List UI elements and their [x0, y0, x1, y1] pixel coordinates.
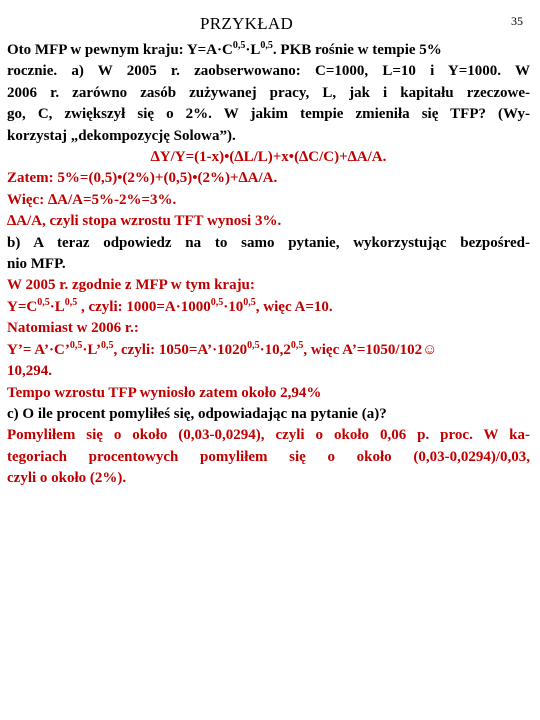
equation-text: , czyli: 1000=A·1000: [77, 298, 211, 315]
question-line-4: go, C, zwiększył się o 2%. W jakim tempie zmieniła się TFP? (Wy-: [7, 106, 530, 123]
question-text: ·L: [245, 42, 261, 58]
question-text: . PKB rośnie w tempie 5%: [272, 42, 442, 58]
equation-text: ·L: [49, 298, 65, 315]
equation-text: , czyli: 1050=A’·1020: [113, 341, 248, 358]
part-b-question-line-2: nio MFP.: [7, 256, 66, 273]
question-line-1: [7, 40, 530, 61]
answer-b-equation-2006: [7, 340, 530, 361]
exponent: 0,5: [64, 296, 78, 308]
question-text: Oto MFP w pewnym kraju: Y=A·C: [7, 42, 233, 58]
part-c-answer-line-3: czyli o około (2%).: [7, 470, 127, 487]
equation-text: Y’= A’·C’: [7, 341, 70, 358]
equation-text: ·10: [223, 298, 244, 315]
exponent: 0,5: [100, 339, 114, 351]
answer-b-natomiast: Natomiast w 2006 r.:: [7, 320, 139, 337]
answer-b-tempo: Tempo wzrostu TFP wyniosło zatem około 2,94%: [7, 384, 322, 401]
slide-content: [7, 40, 530, 490]
equation-text: Y=C: [7, 298, 38, 315]
answer-b-equation-2005: [7, 297, 530, 318]
equation-text: , więc A’=1050/102: [303, 341, 423, 358]
question-line-2: rocznie. a) W 2005 r. zaobserwowano: C=1000, L=10 i Y=1000. W: [7, 63, 530, 80]
exponent: 0,5: [247, 339, 260, 351]
exponent: 0,5: [37, 296, 50, 308]
question-line-5: korzystaj „dekompozycję Solowa”).: [7, 127, 236, 144]
equation-text: , więc A=10.: [255, 298, 333, 315]
exponent: 0,5: [232, 40, 246, 51]
answer-b-result: 10,294.: [7, 363, 52, 380]
equation-text: ·L’: [82, 341, 101, 358]
answer-zatem: Zatem: 5%=(0,5)•(2%)+(0,5)•(2%)+∆A/A.: [7, 170, 278, 187]
exponent: 0,5: [243, 296, 256, 308]
exponent: 0,5: [290, 339, 304, 351]
page-title: PRZYKŁAD: [200, 14, 294, 33]
exponent: 0,5: [210, 296, 224, 308]
answer-a-conclusion: ∆A/A, czyli stopa wzrostu TFT wynosi 3%.: [7, 213, 282, 230]
part-c-question: c) O ile procent pomyliłeś się, odpowiadając na pytanie (a)?: [7, 405, 387, 422]
part-b-question-line-1: b) A teraz odpowiedz na to samo pytanie, wykorzystując bezpośred-: [7, 234, 530, 251]
equation-text: ·10,2: [259, 341, 291, 358]
solow-formula: ∆Y/Y=(1-x)•(∆L/L)+x•(∆C/C)+∆A/A.: [150, 149, 387, 166]
answer-b-2005: W 2005 r. zgodnie z MFP w tym kraju:: [7, 277, 255, 294]
part-c-answer-line-2: tegoriach procentowych pomyliłem się o około (0,03-0,0294)/0,03,: [7, 448, 530, 465]
page-number: 35: [511, 14, 523, 28]
smiley-icon: ☺: [422, 341, 438, 358]
part-c-answer-line-1: Pomyliłem się o około (0,03-0,0294), czyli o około 0,06 p. proc. W ka-: [7, 427, 530, 444]
exponent: 0,5: [260, 40, 273, 51]
exponent: 0,5: [69, 339, 83, 351]
question-line-3: 2006 r. zarówno zasób zużywanej pracy, L, jak i kapitału rzeczowe-: [7, 84, 530, 101]
answer-wiec: Więc: ∆A/A=5%-2%=3%.: [7, 191, 177, 208]
